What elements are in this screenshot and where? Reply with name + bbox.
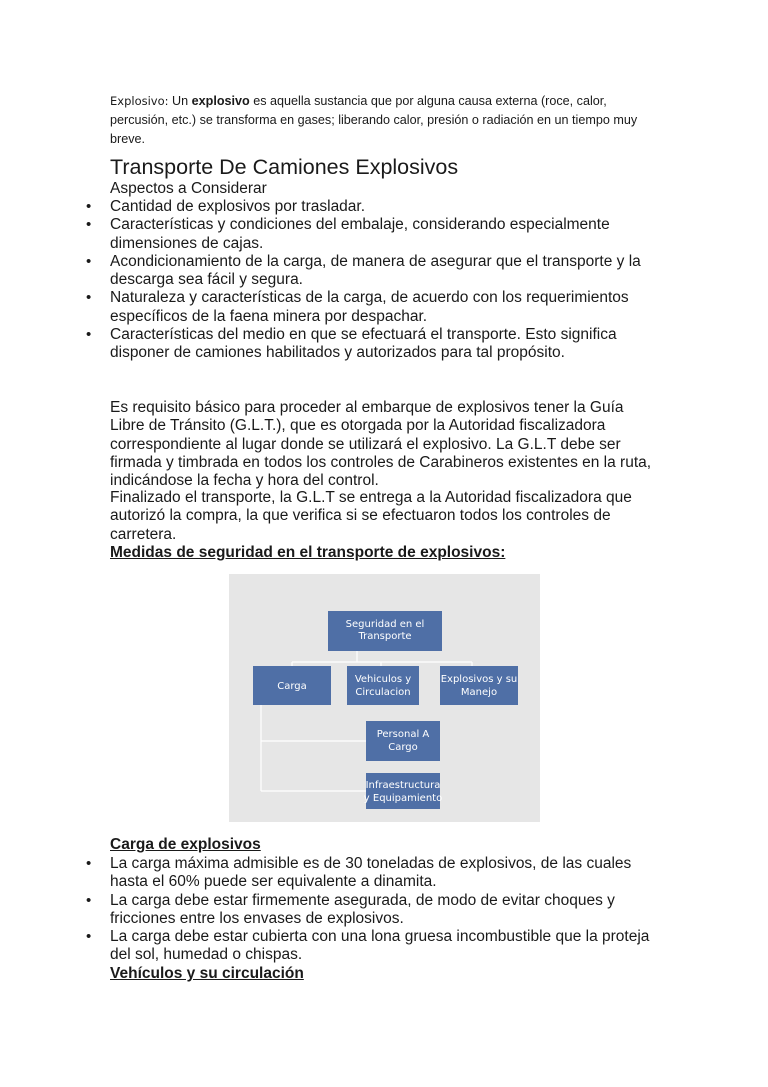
bullet-icon: • — [86, 891, 92, 909]
node-label: Infraestructura — [365, 780, 441, 791]
safety-org-chart — [229, 574, 540, 822]
list-item-text: La carga máxima admisible es de 30 toneladas de explosivos, de las cuales hasta el 60% puede ser equivalente a dinamita. — [110, 855, 632, 891]
bullet-icon: • — [86, 252, 92, 270]
intro-paragraph — [110, 92, 655, 149]
list-item — [0, 253, 665, 290]
node-label: Personal A — [376, 729, 430, 740]
vehiculos-heading: Vehículos y su circulación — [110, 965, 304, 982]
node-personal — [366, 721, 440, 761]
node-carga — [253, 666, 331, 705]
aspects-list — [0, 198, 768, 363]
list-item-text: Cantidad de explosivos por trasladar. — [110, 198, 366, 215]
list-item — [0, 928, 665, 965]
node-infraestructura — [364, 773, 442, 809]
bullet-icon: • — [86, 289, 92, 307]
node-label: y Equipamiento — [363, 793, 443, 804]
document-subtitle: Aspectos a Considerar — [110, 180, 267, 197]
node-label: Circulacion — [355, 687, 411, 698]
node-explosivos — [440, 666, 518, 705]
list-item — [0, 326, 665, 363]
list-item-text: Naturaleza y características de la carga, de acuerdo con los requerimientos específicos de la faena minera por despachar. — [110, 289, 629, 325]
node-box — [366, 721, 440, 761]
bullet-icon: • — [86, 216, 92, 234]
list-item-text: Características del medio en que se efectuará el transporte. Esto significa disponer de camiones habilitados y autorizados para tal propósito. — [110, 326, 617, 362]
node-label: Manejo — [460, 687, 498, 698]
node-box — [440, 666, 518, 705]
node-seguridad — [328, 611, 442, 651]
list-item-text: Acondicionamiento de la carga, de manera de asegurar que el transporte y la descarga sea fácil y segura. — [110, 252, 641, 289]
transport-end-paragraph: Finalizado el transporte, la G.L.T se entrega a la Autoridad fiscalizadora que autorizó la compra, la que verifica si se efectuaron todos los controles de carretera. — [110, 489, 632, 543]
node-label: Seguridad en el — [345, 619, 425, 630]
node-vehiculos — [347, 666, 419, 705]
node-label: Vehiculos y — [354, 674, 412, 685]
node-box — [347, 666, 419, 705]
intro-term: Explosivo: — [110, 94, 169, 108]
intro-bold-word: explosivo — [191, 94, 250, 108]
list-item — [0, 289, 665, 326]
intro-rest: es aquella sustancia que por alguna causa externa (roce, calor, percusión, etc.) se transforma en gases; liberando calor, presión o radiación en un tiempo muy breve. — [110, 94, 638, 146]
document-title: Transporte De Camiones Explosivos — [110, 155, 459, 179]
bullet-icon: • — [86, 198, 92, 215]
node-label: Carga — [277, 681, 307, 692]
bullet-icon: • — [86, 928, 92, 946]
list-item — [0, 892, 665, 929]
list-item — [0, 198, 665, 216]
list-item — [0, 855, 665, 892]
list-item-text: La carga debe estar firmemente asegurada, de modo de evitar choques y fricciones entre los envases de explosivos. — [110, 891, 615, 927]
node-label: Transporte — [358, 631, 412, 642]
carga-heading: Carga de explosivos — [110, 836, 261, 853]
intro-pre: Un — [168, 94, 192, 108]
glt-paragraph: Es requisito básico para proceder al embarque de explosivos tener la Guía Libre de Tránsito (G.L.T.), que es otorgada por la Autoridad fiscalizadora correspondiente al lugar donde se utilizará el explosivo. La G.L.T debe ser firmada y timbrada en todos los controles de Carabineros existentes en la ruta, indicándose la fecha y hora del control. — [110, 399, 652, 490]
carga-list — [0, 855, 768, 965]
list-item — [0, 216, 665, 253]
node-label: Cargo — [388, 742, 418, 753]
list-item-text: La carga debe estar cubierta con una lona gruesa incombustible que la proteja del sol, humedad o chispas. — [110, 928, 650, 964]
list-item-text: Características y condiciones del embalaje, considerando especialmente dimensiones de cajas. — [110, 216, 610, 252]
node-label: Explosivos y su — [440, 674, 518, 685]
bullet-icon: • — [86, 855, 92, 872]
bullet-icon: • — [86, 326, 92, 344]
safety-measures-heading: Medidas de seguridad en el transporte de explosivos: — [110, 544, 506, 561]
